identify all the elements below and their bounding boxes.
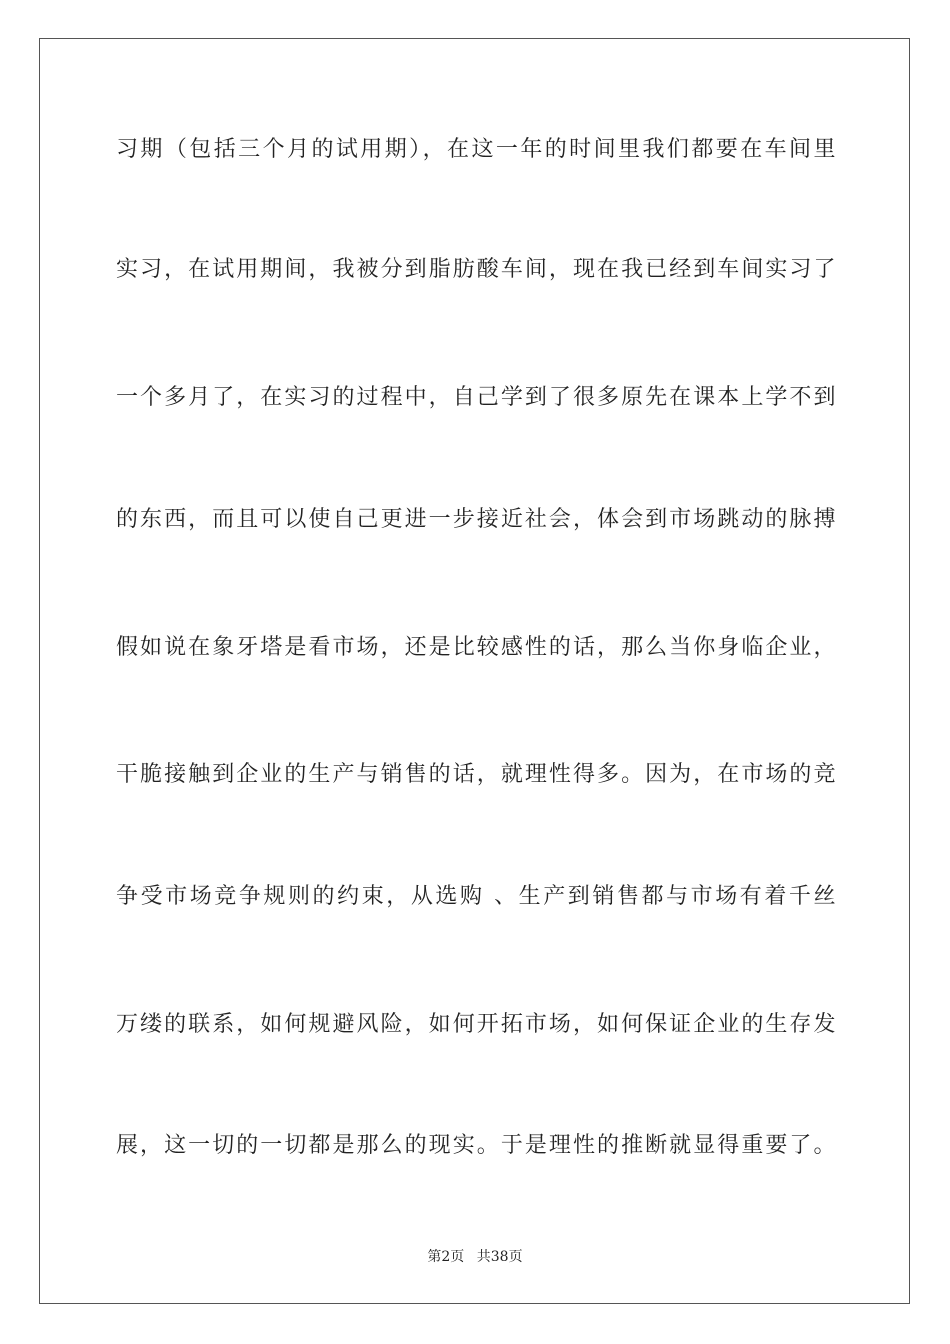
body-text-line-1: 习期（包括三个月的试用期），在这一年的时间里我们都要在车间里 — [116, 137, 836, 162]
page-border — [39, 38, 910, 1304]
page-total: 共38页 — [476, 1249, 523, 1265]
page-number: 第2页 — [427, 1249, 465, 1265]
page-footer — [0, 1248, 950, 1266]
body-text-line-3: 一个多月了，在实习的过程中，自己学到了很多原先在课本上学不到 — [116, 385, 836, 410]
body-text-line-9: 展，这一切的一切都是那么的现实。于是理性的推断就显得重要了。 — [116, 1133, 836, 1158]
body-text-line-7: 争受市场竞争规则的约束，从选购 、生产到销售都与市场有着千丝 — [116, 884, 836, 909]
body-text-line-4: 的东西，而且可以使自己更进一步接近社会，体会到市场跳动的脉搏 — [116, 507, 836, 532]
body-text-line-5: 假如说在象牙塔是看市场，还是比较感性的话，那么当你身临企业， — [116, 635, 836, 660]
body-text-line-8: 万缕的联系，如何规避风险，如何开拓市场，如何保证企业的生存发 — [116, 1012, 836, 1037]
body-text-line-2: 实习，在试用期间，我被分到脂肪酸车间，现在我已经到车间实习了 — [116, 257, 836, 282]
body-text-line-6: 干脆接触到企业的生产与销售的话，就理性得多。因为，在市场的竞 — [116, 762, 836, 787]
